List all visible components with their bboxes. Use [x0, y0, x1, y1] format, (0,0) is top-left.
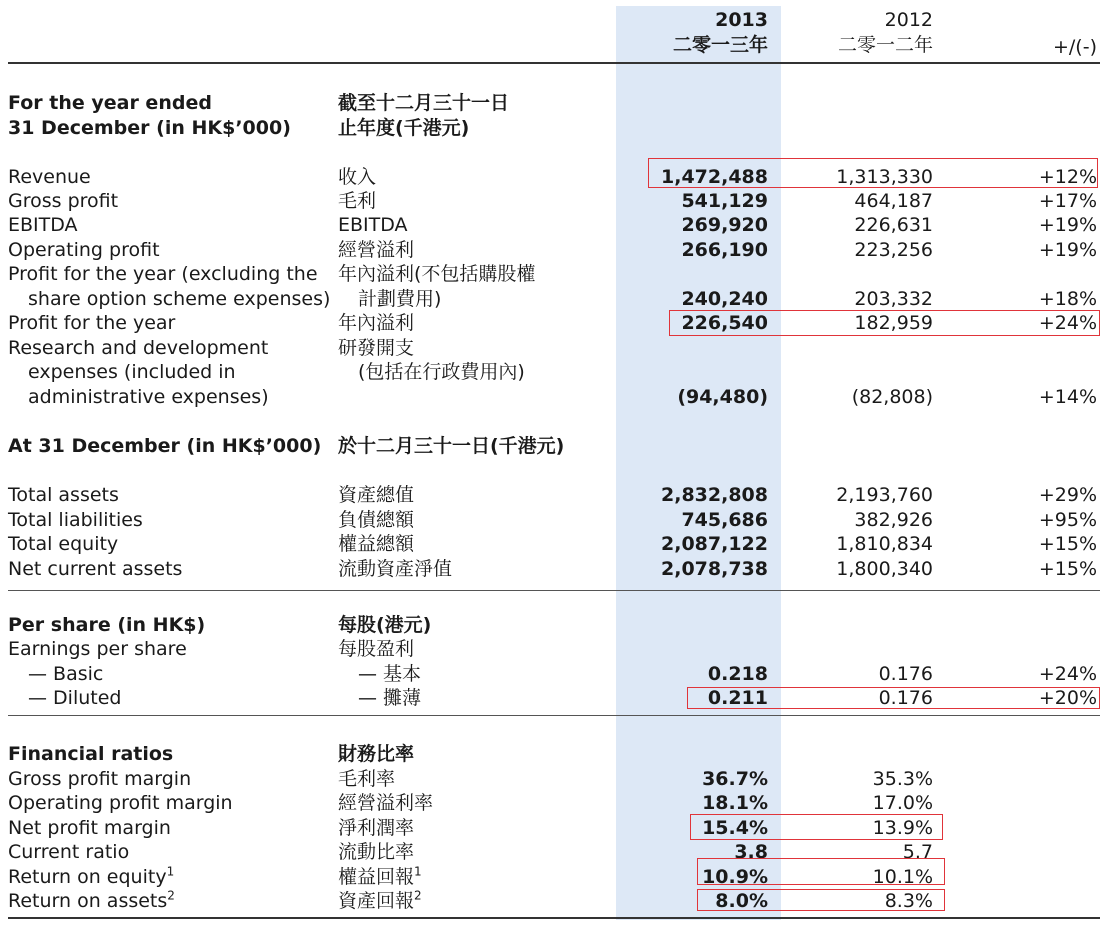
annotation-box-roa — [697, 889, 945, 911]
row-rnd-zh-2: (包括在行政費用內) — [358, 361, 525, 383]
row-roa-label: Return on assets$^2$ — [8, 888, 175, 912]
section-ratios-title: Financial ratios — [8, 743, 174, 765]
section-year-ended-zh-2: 止年度(千港元) — [338, 117, 470, 139]
row-total-assets-label: Total assets — [8, 484, 119, 506]
section-ratios-zh: 財務比率 — [338, 743, 415, 765]
row-revenue-2013: 1,472,488 — [661, 166, 768, 188]
row-rnd-label-2: expenses (included in — [28, 361, 236, 383]
footnote-marker: 1 — [166, 864, 175, 879]
row-profit-excl-change: +18% — [1038, 288, 1097, 310]
row-profit-excl-label: Profit for the year (excluding the — [8, 263, 318, 285]
row-eps-basic-label: — Basic — [28, 663, 104, 685]
row-rnd-change: +14% — [1038, 386, 1097, 408]
row-net-margin-zh: 淨利潤率 — [338, 817, 415, 839]
row-profit-excl-zh: 年內溢利(不包括購股權 — [338, 263, 536, 285]
header-change: +/(-) — [1052, 36, 1097, 58]
row-operating-margin-2012: 17.0% — [872, 792, 933, 814]
row-rnd-zh: 研發開支 — [338, 337, 415, 359]
section-at-december-zh: 於十二月三十一日(千港元) — [338, 435, 565, 457]
row-eps-basic-change: +24% — [1038, 663, 1097, 685]
row-roa-2012: 8.3% — [884, 890, 933, 912]
header-year-2012: 2012 — [884, 9, 933, 31]
annotation-box-roe — [697, 858, 945, 885]
row-gross-profit-2013: 541,129 — [681, 190, 768, 212]
row-total-equity-2012: 1,810,834 — [836, 533, 933, 555]
row-rnd-2013: (94,480) — [677, 386, 768, 408]
row-ebitda-2012: 226,631 — [854, 214, 933, 236]
row-eps-diluted-2013: 0.211 — [707, 687, 768, 709]
header-rule — [8, 62, 1100, 64]
row-gross-margin-zh: 毛利率 — [338, 768, 396, 790]
row-operating-profit-label: Operating profit — [8, 239, 160, 261]
row-rnd-label: Research and development — [8, 337, 269, 359]
footnote-marker: 2 — [167, 888, 175, 903]
section-per-share-title: Per share (in HK$) — [8, 614, 206, 636]
row-current-ratio-zh: 流動比率 — [338, 841, 415, 863]
row-ebitda-label: EBITDA — [8, 214, 78, 236]
row-revenue-zh: 收入 — [338, 166, 377, 188]
row-operating-profit-zh: 經營溢利 — [338, 239, 415, 261]
row-profit-excl-zh-2: 計劃費用) — [358, 288, 442, 310]
row-gross-profit-2012: 464,187 — [854, 190, 933, 212]
row-total-liabilities-2012: 382,926 — [854, 509, 933, 531]
section-divider — [8, 715, 1100, 716]
annotation-box-eps-diluted — [687, 687, 1100, 709]
section-year-ended-title-2: 31 December (in HK$’000) — [8, 117, 291, 139]
row-profit-excl-2013: 240,240 — [681, 288, 768, 310]
row-net-margin-2013: 15.4% — [702, 817, 768, 839]
row-total-assets-2012: 2,193,760 — [836, 484, 933, 506]
annotation-box-profit-year — [669, 310, 1100, 336]
row-operating-profit-2013: 266,190 — [681, 239, 768, 261]
row-roe-2012: 10.1% — [872, 866, 933, 888]
row-net-margin-label: Net profit margin — [8, 817, 171, 839]
row-gross-margin-2013: 36.7% — [702, 768, 768, 790]
row-gross-profit-zh: 毛利 — [338, 190, 377, 212]
row-gross-margin-2012: 35.3% — [872, 768, 933, 790]
row-total-equity-zh: 權益總額 — [338, 533, 415, 555]
row-operating-profit-2012: 223,256 — [854, 239, 933, 261]
row-profit-year-zh: 年內溢利 — [338, 312, 415, 334]
header-year-2012-zh: 二零一二年 — [837, 34, 933, 56]
annotation-box-net-margin — [690, 814, 943, 840]
row-current-ratio-2012: 5.7 — [902, 841, 933, 863]
row-gross-margin-label: Gross profit margin — [8, 768, 192, 790]
row-total-assets-change: +29% — [1038, 484, 1097, 506]
header-year-2013: 2013 — [715, 9, 768, 31]
row-total-assets-zh: 資產總值 — [338, 484, 415, 506]
row-eps-basic-zh: — 基本 — [358, 663, 422, 685]
row-profit-year-label: Profit for the year — [8, 312, 176, 334]
row-total-assets-2013: 2,832,808 — [661, 484, 768, 506]
row-total-liabilities-label: Total liabilities — [8, 509, 143, 531]
row-revenue-label: Revenue — [8, 166, 91, 188]
row-eps-zh: 每股盈利 — [338, 638, 415, 660]
footnote-marker: 2 — [414, 888, 422, 903]
row-roa-2013: 8.0% — [715, 890, 768, 912]
row-total-liabilities-change: +95% — [1038, 509, 1097, 531]
section-year-ended-title: For the year ended — [8, 92, 212, 114]
row-gross-profit-label: Gross profit — [8, 190, 119, 212]
bottom-rule — [8, 917, 1100, 919]
row-eps-basic-2012: 0.176 — [878, 663, 933, 685]
row-operating-margin-zh: 經營溢利率 — [338, 792, 434, 814]
row-eps-diluted-2012: 0.176 — [878, 687, 933, 709]
row-roa-zh: 資產回報$^2$ — [338, 888, 422, 912]
row-rnd-2012: (82,808) — [851, 386, 933, 408]
row-profit-year-change: +24% — [1038, 312, 1097, 334]
row-ebitda-2013: 269,920 — [681, 214, 768, 236]
row-profit-excl-2012: 203,332 — [854, 288, 933, 310]
footnote-marker: 1 — [414, 864, 422, 879]
row-net-current-assets-change: +15% — [1038, 558, 1097, 580]
row-operating-profit-change: +19% — [1038, 239, 1097, 261]
row-operating-margin-2013: 18.1% — [702, 792, 768, 814]
row-profit-year-2013: 226,540 — [681, 312, 768, 334]
row-total-equity-label: Total equity — [8, 533, 119, 555]
section-per-share-zh: 每股(港元) — [338, 614, 432, 636]
row-operating-margin-label: Operating profit margin — [8, 792, 233, 814]
row-ebitda-zh: EBITDA — [338, 214, 408, 236]
row-profit-year-2012: 182,959 — [854, 312, 933, 334]
row-current-ratio-2013: 3.8 — [734, 841, 768, 863]
row-total-equity-2013: 2,087,122 — [661, 533, 768, 555]
annotation-box-revenue — [648, 158, 1098, 188]
header-year-2013-zh: 二零一三年 — [672, 34, 768, 56]
row-ebitda-change: +19% — [1038, 214, 1097, 236]
row-net-current-assets-2012: 1,800,340 — [836, 558, 933, 580]
row-eps-diluted-change: +20% — [1038, 687, 1097, 709]
row-eps-basic-2013: 0.218 — [707, 663, 768, 685]
row-eps-label: Earnings per share — [8, 638, 187, 660]
row-revenue-2012: 1,313,330 — [836, 166, 933, 188]
row-profit-excl-label-2: share option scheme expenses) — [28, 288, 331, 310]
row-gross-profit-change: +17% — [1038, 190, 1097, 212]
row-net-current-assets-zh: 流動資產淨值 — [338, 558, 453, 580]
row-net-margin-2012: 13.9% — [872, 817, 933, 839]
section-at-december-title: At 31 December (in HK$’000) — [8, 435, 322, 457]
row-eps-diluted-label: — Diluted — [28, 687, 122, 709]
row-roe-label: Return on equity$^1$ — [8, 864, 175, 888]
row-rnd-label-3: administrative expenses) — [28, 386, 269, 408]
row-net-current-assets-2013: 2,078,738 — [661, 558, 768, 580]
row-total-equity-change: +15% — [1038, 533, 1097, 555]
row-roe-2013: 10.9% — [702, 866, 768, 888]
row-roe-zh: 權益回報$^1$ — [338, 864, 422, 888]
row-total-liabilities-2013: 745,686 — [681, 509, 768, 531]
row-total-liabilities-zh: 負債總額 — [338, 509, 415, 531]
section-year-ended-zh: 截至十二月三十一日 — [338, 92, 510, 114]
row-revenue-change: +12% — [1038, 166, 1097, 188]
row-net-current-assets-label: Net current assets — [8, 558, 183, 580]
row-current-ratio-label: Current ratio — [8, 841, 130, 863]
row-eps-diluted-zh: — 攤薄 — [358, 687, 422, 709]
section-divider — [8, 590, 1100, 591]
